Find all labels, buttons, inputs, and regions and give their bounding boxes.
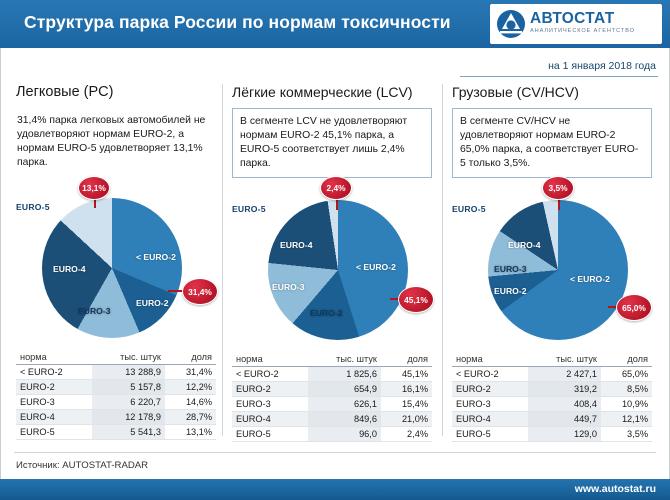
cell-share: 13,1% [165, 425, 216, 440]
table-row [452, 427, 652, 442]
table-row [16, 410, 216, 425]
cell-share: 45,1% [381, 367, 432, 382]
cell-norm: < EURO-2 [16, 365, 92, 380]
cell-count: 13 288,9 [92, 365, 165, 380]
cell-share: 3,5% [601, 427, 652, 442]
data-table-pc [16, 350, 216, 440]
table-row [232, 397, 432, 412]
callout-euro5-share: 13,1% [78, 176, 110, 200]
callout-lt-euro2-share: 31,4% [182, 278, 218, 305]
cell-count: 2 427,1 [528, 367, 601, 382]
cell-share: 12,2% [165, 380, 216, 395]
data-table-lcv [232, 352, 432, 442]
column-description: В сегменте CV/HCV не удовлетворяют нормам EURO-2 65,0% парка, а соответствует EURO-5 только 3,5%. [452, 108, 652, 178]
cell-norm: EURO-5 [232, 427, 308, 442]
logo-subtitle: АНАЛИТИЧЕСКОЕ АГЕНТСТВО [530, 28, 635, 34]
table-header-row [452, 352, 652, 367]
slice-label-euro4: EURO-4 [53, 264, 86, 275]
page-header [0, 0, 670, 48]
footer-bar [0, 479, 670, 500]
table-row [16, 395, 216, 410]
cell-count: 626,1 [308, 397, 381, 412]
cell-share: 12,1% [601, 412, 652, 427]
column-description: В сегменте LCV не удовлетворяют нормам EURO-2 45,1% парка, а EURO-5 соответствует лишь 2,4% парка. [232, 108, 432, 178]
table-header-row [16, 350, 216, 365]
slice-label-lt-euro2: < EURO-2 [356, 262, 396, 273]
th-norm: норма [232, 352, 308, 367]
cell-norm: < EURO-2 [232, 367, 308, 382]
cell-share: 8,5% [601, 382, 652, 397]
table-row [16, 365, 216, 380]
slice-label-euro3: EURO-3 [494, 264, 527, 275]
cell-share: 65,0% [601, 367, 652, 382]
table-header-row [232, 352, 432, 367]
logo-name: АВТОСТАТ [530, 10, 615, 27]
footer-divider [14, 452, 656, 453]
table-row [452, 412, 652, 427]
column-lcv [232, 84, 432, 442]
footer-url[interactable]: www.autostat.ru [574, 483, 656, 495]
cell-count: 654,9 [308, 382, 381, 397]
pie-chart-cv [452, 182, 652, 350]
callout-lt-euro2-share: 65,0% [616, 294, 652, 321]
cell-share: 16,1% [381, 382, 432, 397]
euro5-label: EURO-5 [16, 202, 50, 213]
slice-label-euro3: EURO-3 [78, 306, 111, 317]
column-passenger-cars [16, 84, 216, 440]
cell-count: 5 157,8 [92, 380, 165, 395]
slice-label-euro2: EURO-2 [136, 298, 169, 309]
slice-label-euro4: EURO-4 [508, 240, 541, 251]
th-share: доля [165, 350, 216, 365]
cell-norm: EURO-5 [452, 427, 528, 442]
cell-count: 449,7 [528, 412, 601, 427]
cell-count: 319,2 [528, 382, 601, 397]
cell-norm: EURO-2 [452, 382, 528, 397]
cell-norm: EURO-3 [452, 397, 528, 412]
column-description: 31,4% парка легковых автомобилей не удовлетворяют нормам EURO-2, а нормам EURO-5 удовлетворяет 13,1% парка. [17, 115, 206, 169]
cell-count: 1 825,6 [308, 367, 381, 382]
table-row [232, 412, 432, 427]
th-count: тыс. штук [92, 350, 165, 365]
table-row [452, 397, 652, 412]
cell-share: 31,4% [165, 365, 216, 380]
cell-count: 96,0 [308, 427, 381, 442]
column-title: Лёгкие коммерческие (LCV) [232, 84, 413, 100]
slice-label-euro2: EURO-2 [494, 286, 527, 297]
table-row [232, 427, 432, 442]
euro5-label: EURO-5 [452, 204, 486, 215]
cell-share: 28,7% [165, 410, 216, 425]
table-row [16, 425, 216, 440]
th-share: доля [381, 352, 432, 367]
cell-count: 6 220,7 [92, 395, 165, 410]
cell-norm: EURO-5 [16, 425, 92, 440]
cell-norm: EURO-2 [232, 382, 308, 397]
th-norm: норма [452, 352, 528, 367]
cell-norm: EURO-3 [232, 397, 308, 412]
date-divider [460, 76, 658, 77]
report-date: на 1 января 2018 года [548, 60, 656, 72]
pie-chart-pc [16, 180, 216, 348]
slice-label-lt-euro2: < EURO-2 [136, 252, 176, 263]
callout-lt-euro2-share: 45,1% [398, 286, 434, 313]
cell-count: 5 541,3 [92, 425, 165, 440]
column-title: Грузовые (CV/HCV) [452, 84, 579, 100]
cell-share: 2,4% [381, 427, 432, 442]
th-count: тыс. штук [528, 352, 601, 367]
table-row [16, 380, 216, 395]
page-title: Структура парка России по нормам токсичности [24, 12, 451, 32]
th-count: тыс. штук [308, 352, 381, 367]
cell-share: 14,6% [165, 395, 216, 410]
cell-count: 849,6 [308, 412, 381, 427]
cell-share: 15,4% [381, 397, 432, 412]
cell-norm: EURO-4 [452, 412, 528, 427]
cell-count: 12 178,9 [92, 410, 165, 425]
column-trucks [452, 84, 652, 442]
table-row [452, 382, 652, 397]
data-table-cv [452, 352, 652, 442]
table-row [232, 367, 432, 382]
cell-norm: EURO-4 [232, 412, 308, 427]
cell-share: 10,9% [601, 397, 652, 412]
cell-share: 21,0% [381, 412, 432, 427]
logo [490, 4, 662, 44]
table-row [452, 367, 652, 382]
slice-label-euro2: EURO-2 [310, 308, 343, 319]
euro5-label: EURO-5 [232, 204, 266, 215]
cell-norm: EURO-4 [16, 410, 92, 425]
autostat-logo-icon [496, 9, 526, 39]
pie-chart-lcv [232, 182, 432, 350]
th-norm: норма [16, 350, 92, 365]
table-row [232, 382, 432, 397]
cell-count: 129,0 [528, 427, 601, 442]
column-title: Легковые (PC) [16, 84, 114, 100]
cell-norm: EURO-3 [16, 395, 92, 410]
cell-count: 408,4 [528, 397, 601, 412]
slice-label-lt-euro2: < EURO-2 [570, 274, 610, 285]
column-divider [442, 84, 443, 436]
cell-norm: EURO-2 [16, 380, 92, 395]
column-divider [222, 84, 223, 436]
cell-norm: < EURO-2 [452, 367, 528, 382]
slice-label-euro4: EURO-4 [280, 240, 313, 251]
slice-label-euro3: EURO-3 [272, 282, 305, 293]
callout-euro5-share: 2,4% [320, 176, 352, 200]
th-share: доля [601, 352, 652, 367]
source-note: Источник: AUTOSTAT-RADAR [16, 460, 149, 471]
callout-euro5-share: 3,5% [542, 176, 574, 200]
